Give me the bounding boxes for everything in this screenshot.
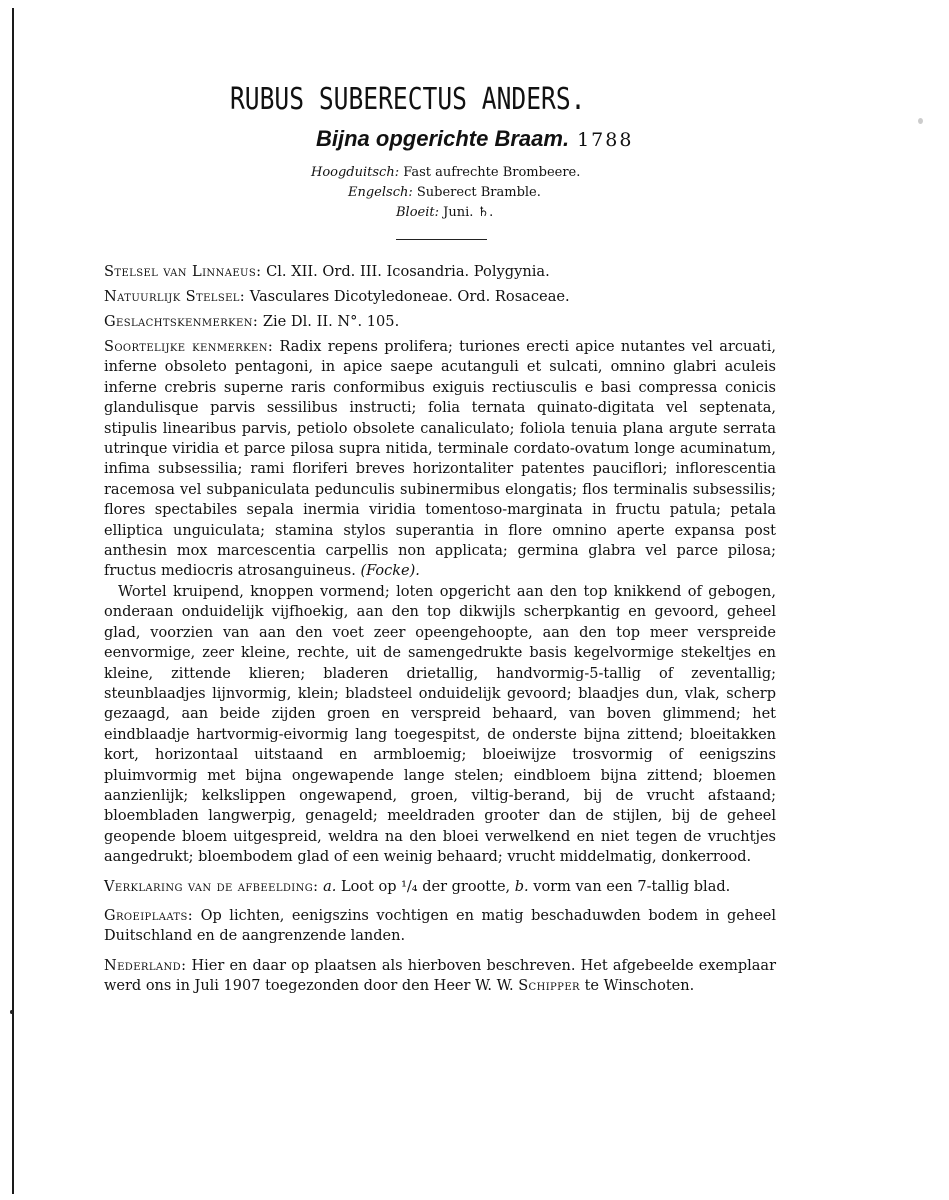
figure-label: Verklaring van de afbeelding: — [104, 878, 319, 895]
figure-b-text: vorm van een 7-tallig blad. — [533, 878, 731, 895]
natural-label: Natuurlijk Stelsel: — [104, 288, 246, 305]
linnaeus-system — [104, 263, 550, 280]
habitat-text: Op lichten, eenigszins vochtigen en matig beschaduwden bodem in geheel Duitschland en de aangrenzende landen. — [104, 907, 776, 945]
description-body — [104, 337, 776, 997]
flowering-label: Bloeit: — [396, 205, 439, 220]
flowering-value: Juni. ♄. — [443, 205, 494, 220]
english-name — [348, 185, 541, 200]
natural-text: Vasculares Dicotyledoneae. Ord. Rosaceae. — [249, 288, 570, 305]
figure-a-text: Loot op — [340, 878, 397, 895]
figure-fraction: ¹/₄ — [401, 878, 418, 895]
species-text: Radix repens prolifera; turiones erecti apice nutantes vel arcuati, inferne obsoleto pentagoni, in apice saepe acutanguli et sulcati, omnino glabri aculeis inferne crebris superne raris conformibus exiguis rectiusculis e basi compressa conicis glandulisque parvis sessilibus instructi; folia ternata quinato-digitata vel septenata, stipulis linearibus parvis, petiolo obsolete canaliculato; foliola tenuia plana argute serrata utrinque viridia et parce pilosa supra nitida, terminale cordato-ovatum longe acuminatum, infima subsessilia; rami floriferi breves horizontaliter patentes pauciflori; inflorescentia racemosa vel subpaniculata pedunculis subinermibus elongatis; flos terminalis subsessilis; flores spectabiles sepala inermia viridia tomentoso-marginata in fructu patula; petala elliptica unguiculata; stamina stylos superantia in flore omnino aperte expansa post anthesin mox marcescentia carpellis non applicata; germina glabra vel parce pilosa; fructus mediocris atrosanguineus. — [104, 339, 776, 580]
species-title: RUBUS SUBERECTUS ANDERS. — [230, 82, 586, 117]
english-value: Suberect Bramble. — [416, 185, 541, 200]
dutch-name — [316, 126, 633, 152]
figure-a-label: a. — [323, 878, 337, 895]
natural-system — [104, 288, 570, 305]
netherlands-label: Nederland: — [104, 957, 187, 974]
german-value: Fast aufrechte Brombeere. — [403, 165, 581, 180]
habitat-label: Groeiplaats: — [104, 907, 194, 924]
netherlands-text: Hier en daar op plaatsen als hierboven beschreven. Het afgebeelde exemplaar werd ons in Juli 1907 toegezonden door den Heer W. W. — [104, 957, 777, 995]
species-characters — [104, 337, 776, 582]
flowering — [396, 205, 493, 220]
netherlands-text2: te Winschoten. — [584, 978, 695, 995]
genus-text: Zie Dl. II. N°. 105. — [262, 313, 400, 330]
species-author: (Focke). — [360, 563, 420, 580]
scan-speck — [918, 118, 923, 124]
species-label: Soortelijke kenmerken: — [104, 339, 274, 355]
figure-a-text2: der grootte, — [422, 878, 511, 895]
genus-characters — [104, 313, 399, 330]
plate-number: 1788 — [577, 129, 634, 151]
dutch-description: Wortel kruipend, knoppen vormend; loten opgericht aan den top knikkend of gebogen, onderaan onduidelijk vijfhoekig, aan den top dikwijls scherpkantig en gevoord, geheel glad, voorzien van aan den voet zeer opeengehoopte, aan den top meer verspreide eenvormige, zeer kleine, rechte, uit de samengedrukte basis kegelvormige stekeltjes en kleine, zittende klieren; bladeren drietallig, handvormig-5-tallig of zeventallig; steunblaadjes lijnvormig, klein; bladsteel onduidelijk gevoord; blaadjes dun, vlak, scherp gezaagd, aan beide zijden groen en verspreid behaard, van boven glimmend; het eindblaadje hartvormig-eivormig lang toegespitst, de onderste bijna zittend; bloeitakken kort, horizontaal uitstaand en armbloemig; bloeiwijze trosvormig of eenigszins pluimvormig met bijna ongewapende lange stelen; eindbloem bijna zittend; bloemen aanzienlijk; kelkslippen ongewapend, groen, viltig-berand, bij de vrucht afstaand; bloembladen langwerpig, genageld; meeldraden grooter dan de stijlen, bij de geheel geopende bloem uitgespreid, weldra na den bloei verwelkend en niet tegen de vruchtjes aangedrukt; bloembodem glad of een weinig behaard; vrucht middelmatig, donkerrood. — [104, 583, 776, 866]
figure-b-label: b. — [514, 878, 529, 895]
linnaeus-text: Cl. XII. Ord. III. Icosandria. Polygynia. — [266, 263, 550, 280]
linnaeus-label: Stelsel van Linnaeus: — [104, 263, 262, 280]
divider-rule — [396, 239, 487, 240]
scan-speck — [10, 1010, 13, 1014]
figure-explanation — [104, 877, 776, 897]
dutch-name-text: Bijna opgerichte Braam. — [316, 126, 570, 151]
genus-label: Geslachtskenmerken: — [104, 313, 259, 330]
netherlands — [104, 956, 776, 997]
german-label: Hoogduitsch: — [311, 165, 400, 180]
habitat — [104, 906, 776, 947]
collector-name: Schipper — [518, 978, 580, 995]
german-name — [311, 165, 580, 180]
english-label: Engelsch: — [348, 185, 413, 200]
